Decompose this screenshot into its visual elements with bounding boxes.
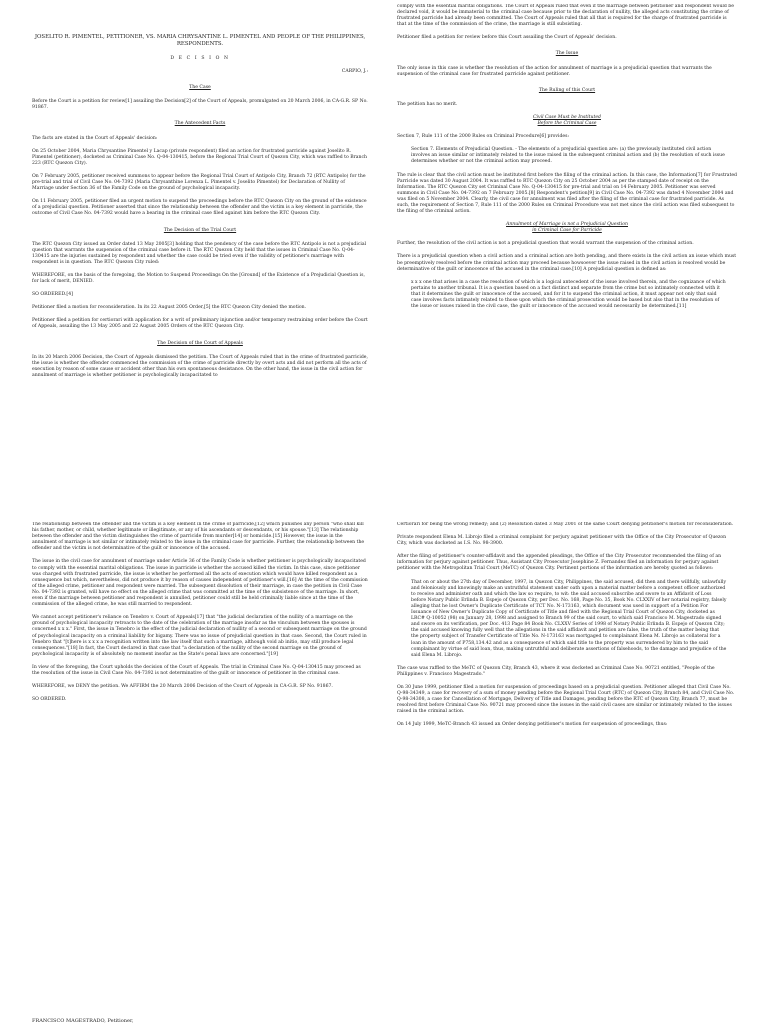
- paragraph: The case was raffled to the MeTC of Quezon City, Branch 43, where it was docketed as Criminal Case No. 90721 entitled, "People of the Philippines v. Francisco Magestrado.": [397, 665, 715, 677]
- paragraph: We cannot accept petitioner's reliance on Tenebro v. Court of Appeals[17] that "the judicial declaration of the nullity of a marriage on the ground of psychological incapacity retroacts to the date of the celebration of the marriage insofar as the vinculum between the spouses is concerned x x x." First, the issue in Tenebro is the effect of the judicial declaration of nullity of a second or subsequent marriage on the ground of psychological incapacity on a criminal liability for bigamy. There was no issue of prejudicial question in that case. Second, the Court ruled in Tenebro that "[t]here is x x x a recognition written into the law itself that such a marriage, although void ab initio, may still produce legal consequences."[18] In fact, the Court declared in that case that "a declaration of the nullity of the second marriage on the ground of psychological incapacity is of absolutely no moment insofar as the State's penal laws are concerned."[19]: [32, 615, 367, 657]
- page-top-left: [32, 34, 368, 464]
- paragraph: The relationship between the offender and the victim is a key element in the crime of parricide,[12] which punishes any person "who shall kill his father, mother, or child, whether legitimate or illegitimate, or any of his ascendants or descendants, or his spouse."[13] The relationship between the offender and the victim distinguishes the crime of parricide from murder[14] or homicide.[15] However, the issue in the annulment of marriage is not similar or intimately related to the issue in the criminal case for parricide. Further, the relationship between the offender and the victim is not determinative of the guilt or innocence of the accused.: [32, 522, 365, 552]
- paragraph: The issue in the civil case for annulment of marriage under Article 36 of the Family Code is whether petitioner is psychologically incapacitated to comply with the essential marital obligations. The issue in parricide is whether the accused killed the victim. In this case, since petitioner was charged with frustrated parricide, the issue is whether he performed all the acts of execution which would have killed respondent as a consequence but which, nevertheless, did not produce it by reason of causes independent of petitioner's will.[16] At the time of the commission of the alleged crime, petitioner and respondent were married. The subsequent dissolution of their marriage, in case the petition in Civil Case No. 04-7392 is granted, will have no effect on the alleged crime that was committed at the time of the subsistence of the marriage. In short, even if the marriage between petitioner and respondent is annulled, petitioner could still be held criminally liable since at the time of the commission of the alleged crime, he was still married to respondent.: [32, 559, 368, 608]
- subheading-annulment: Annulment of Marriage is not a Prejudicial Question: [506, 222, 628, 228]
- paragraph: WHEREFORE, we DENY the petition. We AFFIRM the 20 March 2006 Decision of the Court of Appeals in CA-G.R. SP No. 91867.: [32, 684, 333, 690]
- paragraph: SO ORDERED.: [32, 697, 67, 703]
- page-bottom-right: [397, 522, 737, 1024]
- heading-the-case: The Case: [189, 85, 211, 91]
- block-quote: x x x one that arises in a case the resolution of which is a logical antecedent of the issue involved therein, and the cognizance of which pertains to another tribunal. It is a question based on a fact distinct and separate from the crime but so intimately connected with it that it determines the guilt or innocence of the accused, and for it to suspend the criminal action, it must appear not only that said case involves facts intimately related to those upon which the criminal prosecution would be based but also that in the resolution of the issue or issues raised in the civil case, the guilt or innocence of the accused would necessarily be determined.[11]: [411, 279, 726, 310]
- ponente: CARPIO, J.:: [341, 69, 368, 75]
- paragraph: After the filing of petitioner's counter-affidavit and the appended pleadings, the Office of the City Prosecutor recommended the filing of an information for perjury against petitioner. Thus, Assistant City Prosecutor Josephine Z. Fernandez filed an information for perjury against petitioner with the Metropolitan Trial Court (MeTC) of Quezon City. Pertinent portions of the information are hereby quoted as follows:: [397, 554, 722, 572]
- heading-the-issue: The Issue: [555, 51, 579, 57]
- decision-heading: D E C I S I O N: [170, 56, 230, 61]
- paragraph: Before the Court is a petition for review[1] assailing the Decision[2] of the Court of Appeals, promulgated on 20 March 2006, in CA-G.R. SP No. 91867.: [32, 99, 368, 111]
- page-bottom-left: [32, 522, 368, 1024]
- paragraph: SO ORDERED.[4]: [32, 292, 73, 298]
- paragraph: Section 7, Rule 111 of the 2000 Rules on Criminal Procedure[6] provides:: [397, 134, 570, 140]
- paragraph: WHEREFORE, on the basis of the foregoing, the Motion to Suspend Proceedings On the [Ground] of the Existence of a Prejudicial Question is, for lack of merit, DENIED.: [32, 272, 365, 285]
- paragraph: The rule is clear that the civil action must be instituted first before the filing of the criminal action. In this case, the Information[7] for Frustrated Parricide was dated 30 August 2004. It was raffled to RTC Quezon City on 25 October 2004 as per the stamped date of receipt on the Information. The RTC Quezon City set Criminal Case No. Q-04-130415 for pre-trial and trial on 14 February 2005. Petitioner was served summons in Civil Case No. 04-7392 on 7 February 2005.[8] Respondent's petition[9] in Civil Case No. 04-7392 was dated 4 November 2004 and was filed on 5 November 2004. Clearly, the civil case for annulment was filed after the filing of the criminal case for frustrated parricide. As such, the requirement of Section 7, Rule 111 of the 2000 Rules on Criminal Procedure was not met since the civil action was filed subsequent to the filing of the criminal action.: [397, 172, 737, 215]
- paragraph: On 11 February 2005, petitioner filed an urgent motion to suspend the proceedings before the RTC Quezon City on the ground of the existence of a prejudicial question. Petitioner asserted that since the relationship between the offender and the victim is a key element in parricide, the outcome of Civil Case No. 04-7392 would have a bearing in the criminal case filed against him before the RTC Quezon City.: [32, 199, 367, 217]
- paragraph: On 30 June 1999, petitioner filed a motion for suspension of proceedings based on a prejudicial question. Petitioner alleged that Civil Case No. Q-98-34349, a case for recovery of a sum of money pending before the Regional Trial Court (RTC) of Quezon City, Branch 84, and Civil Case No. Q-98-34308, a case for Cancellation of Mortgage, Delivery of Title and Damages, pending before the RTC of Quezon City, Branch 77, must be resolved first before Criminal Case No. 90721 may proceed since the issues in the said civil cases are similar or intimately related to the issues raised in the criminal action.: [397, 684, 735, 715]
- paragraph: Private respondent Elena M. Librojo filed a criminal complaint for perjury against petitioner with the Office of the City Prosecutor of Quezon City, which was docketed as I.S. No. 98-3900.: [397, 535, 727, 547]
- paragraph: In its 20 March 2006 Decision, the Court of Appeals dismissed the petition. The Court of Appeals ruled that in the crime of frustrated parricide, the issue is whether the offender commenced the commission of the crime of parricide directly by overt acts and did not perform all the acts of execution by reason of some cause or accident other than his own spontaneous desistance. On the other hand, the issue in the civil action for annulment of marriage is whether petitioner is psychologically incapacitated to: [32, 354, 368, 378]
- paragraph: Petitioner filed a motion for reconsideration. In its 22 August 2005 Order,[5] the RTC Quezon City denied the motion.: [32, 305, 307, 311]
- paragraph: Further, the resolution of the civil action is not a prejudicial question that would warrant the suspension of the criminal action.: [397, 241, 694, 247]
- heading-antecedent-facts: The Antecedent Facts: [174, 121, 226, 127]
- heading-ruling: The Ruling of this Court: [538, 87, 596, 93]
- paragraph: On 25 October 2004, Maria Chrysantine Pimentel y Lacap (private respondent) filed an action for frustrated parricide against Joselito R. Pimentel (petitioner), docketed as Criminal Case No. Q-04-130415, before the Regional Trial Court of Quezon City, which was raffled to Branch 223 (RTC Quezon City).: [32, 148, 368, 166]
- subheading-before-criminal: Before the Criminal Case: [537, 121, 597, 127]
- paragraph: On 14 July 1999, MeTC-Branch 43 issued an Order denying petitioner's motion for suspension of proceedings, thus:: [397, 722, 668, 728]
- paragraph: The only issue in this case is whether the resolution of the action for annulment of marriage is a prejudicial question that warrants the suspension of the criminal case for frustrated parricide against petitioner.: [397, 65, 712, 77]
- paragraph: Certiorari for being the wrong remedy; and (2) Resolution dated 3 May 2001 of the same Court denying petitioner's motion for reconsideration.: [397, 522, 734, 527]
- next-case-title: FRANCISCO MAGESTRADO, Petitioner,: [32, 1017, 134, 1024]
- paragraph: In view of the foregoing, the Court upholds the decision of the Court of Appeals. The trial in Criminal Case No. Q-04-130415 may proceed as the resolution of the issue in Civil Case No. 04-7392 is not determinative of the guilt or innocence of petitioner in the criminal case.: [32, 664, 361, 676]
- paragraph: There is a prejudicial question when a civil action and a criminal action are both pending, and there exists in the civil action an issue which must be preemptively resolved before the criminal action may proceed because howsoever the issue raised in the civil action is resolved would be determinative of the guilt or innocence of the accused in the criminal case.[10] A prejudicial question is defined as:: [397, 254, 737, 272]
- case-title: JOSELITO R. PIMENTEL, PETITIONER, VS. MARIA CHRYSANTINE L. PIMENTEL AND PEOPLE OF THE PHILIPPINES, RESPONDENTS.: [34, 34, 366, 47]
- paragraph: Petitioner filed a petition for review before this Court assailing the Court of Appeals' decision.: [397, 35, 617, 41]
- block-quote: Section 7. Elements of Prejudicial Question. - The elements of a prejudicial question are: (a) the previously instituted civil action involves an issue similar or intimately related to the issue raised in the subsequent criminal action and (b) the resolution of such issue determines whether or not the criminal action may proceed.: [411, 147, 725, 165]
- paragraph: The facts are stated in the Court of Appeals' decision:: [32, 135, 158, 141]
- block-quote: That on or about the 27th day of December, 1997, in Quezon City, Philippines, the said accused, did then and there willfully, unlawfully and feloniously and knowingly make an untruthful statement under oath upon a material matter before a competent officer authorized to receive and administer oath and which the law so require, to wit: the said accused subscribe and swore to an Affidavit of Loss before Notary Public Erlinda B. Espejo of Quezon City, per Doc. No. 168, Page No. 35, Book No. CLXXIV of her notarial registry, falsely alleging that he lost Owner's Duplicate Certificate of TCT No. N-173163, which document was used in support of a Petition For Issuance of New Owner's Duplicate Copy of Certificate of Title and filed with the Regional Trial Court of Quezon City, docketed as LRC# Q-10052 (98) on January 28, 1998 and assigned to Branch 99 of the said court, to which said Francisco M. Magestrado signed and swore on its verification, per Doc. 413 Page 84 Book No. CLXXV Series of 1998 of Notary Public Erlinda B. Espejo of Quezon City; the said accused knowing fully well that the allegations in the said affidavit and petition are false, the truth of the matter being that the property subject of Transfer Certificate of Title No. N-173163 was mortgaged to complainant Elena M. Librojo as collateral for a loan in the amount of P758,134.42 and as a consequence of which said title to the property was surrendered by him to the said complainant by virtue of said loan, thus, making untruthful and deliberate assertions of falsehoods, to the damage and prejudice of the said Elena M. Librojo.: [411, 579, 727, 658]
- subheading-parricide: in Criminal Case for Parricide: [532, 228, 602, 234]
- heading-trial-court: The Decision of the Trial Court: [163, 227, 237, 233]
- paragraph: Petitioner filed a petition for certiorari with application for a writ of preliminary injunction and/or temporary restraining order before the Court of Appeals, assailing the 13 May 2005 and 22 August 2005 Orders of the RTC Quezon City.: [32, 318, 368, 330]
- subheading-civil-case: Civil Case Must be Instituted: [533, 114, 601, 120]
- paragraph: The petition has no merit.: [397, 101, 458, 107]
- paragraph: The RTC Quezon City issued an Order dated 13 May 2005[3] holding that the pendency of the case before the RTC Antipolo is not a prejudicial question that warrants the suspension of the criminal case before it. The RTC Quezon City held that the issues in Criminal Case No. Q-04-130415 are the injuries sustained by respondent and whether the case could be tried even if the validity of petitioner's marriage with respondent is in question. The RTC Quezon City ruled:: [32, 241, 367, 265]
- paragraph: On 7 February 2005, petitioner received summons to appear before the Regional Trial Court of Antipolo City, Branch 72 (RTC Antipolo) for the pre-trial and trial of Civil Case No. 04-7392 (Maria Chrysanthine Lorenza L. Pimentel v. Joselito Pimentel) for Declaration of Nullity of Marriage under Section 36 of the Family Code on the ground of psychological incapacity.: [32, 173, 366, 192]
- page-top-right: [397, 4, 737, 444]
- heading-court-of-appeals: The Decision of the Court of Appeals: [157, 340, 243, 346]
- paragraph: comply with the essential marital obligations. The Court of Appeals ruled that even if the marriage between petitioner and respondent would be declared void, it would be immaterial to the criminal case because prior to the declaration of nullity, the alleged acts constituting the crime of frustrated parricide had already been committed. The Court of Appeals ruled that all that is required for the charge of frustrated parricide is that at the time of the commission of the crime, the marriage is still subsisting.: [397, 4, 734, 28]
